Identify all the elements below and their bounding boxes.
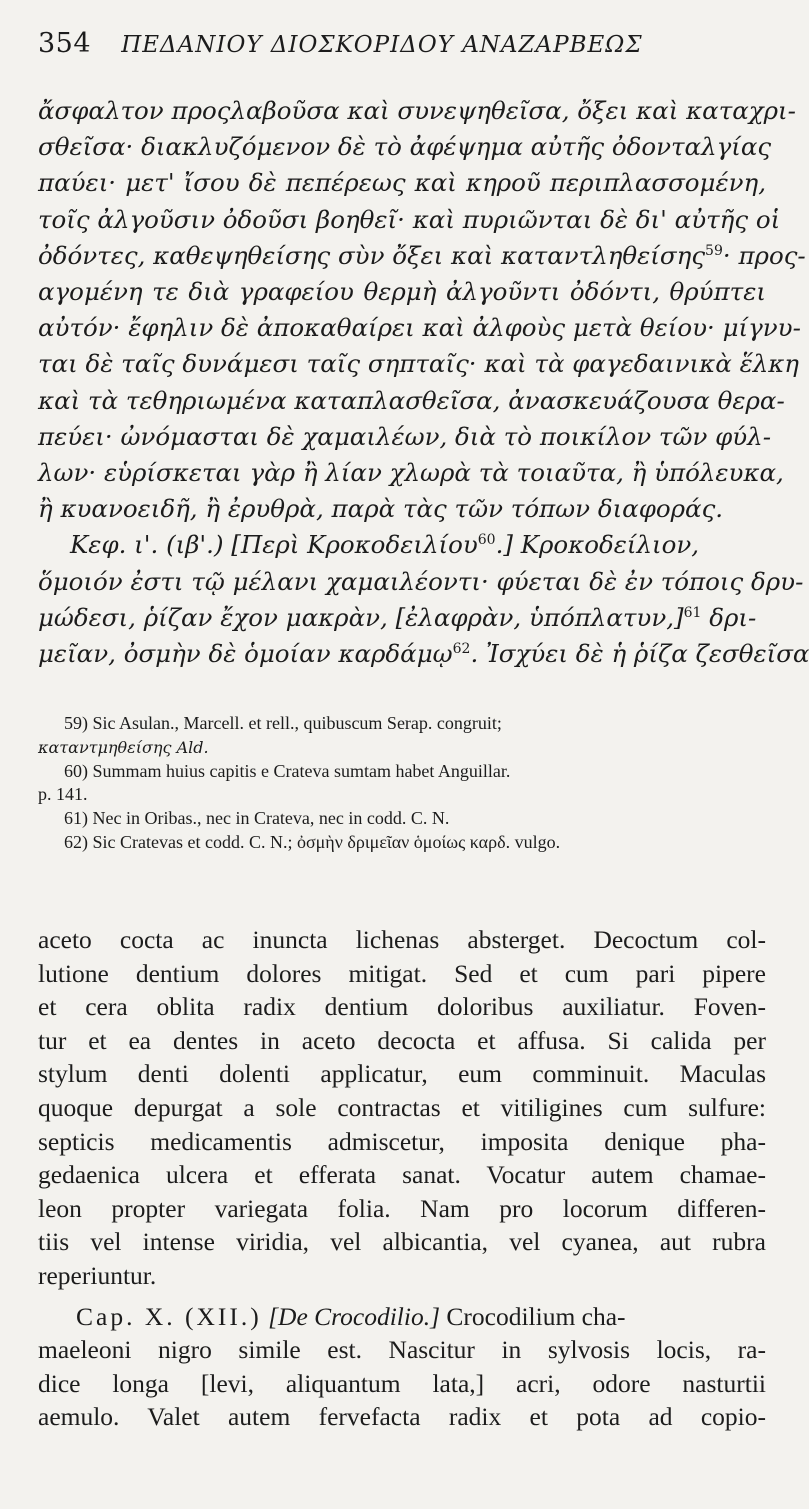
latin-line: et cera oblita radix dentium doloribus auxiliatur. Foven- xyxy=(38,992,766,1022)
greek-line-text: δρι- xyxy=(709,602,757,632)
greek-line: ἄσφαλτον προςλαβοῦσα καὶ συνεψηθεῖσα, ὄξει καὶ καταχρι- xyxy=(38,96,796,125)
greek-chapter-title: Κεφ. ι'. (ιβ'.) [Περὶ Κροκοδειλίου xyxy=(70,530,478,560)
latin-line: aemulo. Valet autem fervefacta radix et pota ad copio- xyxy=(38,1402,766,1432)
greek-line-text: .] Κροκοδείλιον, xyxy=(495,530,700,560)
greek-line xyxy=(38,238,806,274)
latin-line: septicis medicamentis admiscetur, imposita denique pha- xyxy=(38,1126,766,1156)
greek-line-text: μεῖαν, ὀσμὴν δὲ ὁμοίαν καρδάμῳ xyxy=(38,639,453,669)
greek-line-text: . Ἰσχύει δὲ ἡ ῥίζα ζεσθεῖσα xyxy=(470,639,809,669)
page-header xyxy=(38,28,778,70)
greek-line: πεύει· ὠνόμασται δὲ χαμαιλέων, διὰ τὸ ποικίλον τῶν φύλ- xyxy=(38,421,771,451)
greek-text-block xyxy=(38,93,809,672)
latin-line: gedaenica ulcera et efferata sanat. Vocatur autem chamae- xyxy=(38,1160,766,1190)
greek-line: ται δὲ ταῖς δυνάμεσι ταῖς σηπταῖς· καὶ τὰ φαγεδαινικὰ ἕλκη xyxy=(38,349,799,379)
footnotes xyxy=(38,712,766,855)
footnote-60: 60) Summam huius capitis e Crateva sumtam habet Anguillar. xyxy=(64,760,511,781)
greek-line: αγομένη τε διὰ γραφείου θερμὴ ἀλγοῦντι ὀδόντι, θρύπτει xyxy=(38,277,766,307)
latin-chapter-title: [De Crocodilio.] xyxy=(268,1301,441,1331)
footnote-60-cont: p. 141. xyxy=(38,784,88,805)
greek-line: αὐτόν· ἔφηλιν δὲ ἀποκαθαίρει καὶ ἀλφοὺς μετὰ θείου· μίγνυ- xyxy=(38,313,801,343)
greek-line: ὅμοιόν ἐστι τῷ μέλανι χαμαιλέοντι· φύεται δὲ ἐν τόποις δρυ- xyxy=(38,566,804,596)
greek-line: καὶ τὰ τεθηριωμένα καταπλασθεῖσα, ἀνασκευάζουσα θερα- xyxy=(38,385,785,415)
latin-text-block xyxy=(38,923,766,1434)
footnote-59: 59) Sic Asulan., Marcell. et rell., quibuscum Serap. congruit; xyxy=(64,713,502,733)
greek-line: παύει· μετ' ἴσου δὲ πεπέρεως καὶ κηροῦ περιπλασσομένη, xyxy=(38,168,766,198)
greek-chapter-heading xyxy=(38,527,766,563)
footnote-62: 62) Sic Cratevas et codd. C. N.; ὀσμὴν δριμεῖαν ὁμοίως καρδ. vulgo. xyxy=(64,831,561,852)
footnote-ref-62: 62 xyxy=(452,640,471,657)
latin-line: reperiuntur. xyxy=(38,1260,157,1290)
greek-line: λων· εὑρίσκεται γὰρ ἢ λίαν χλωρὰ τὰ τοιαῦτα, ἢ ὑπόλευκα, xyxy=(38,458,784,488)
page-number: 354 xyxy=(38,28,92,59)
latin-line: aceto cocta ac inuncta lichenas absterget. Decoctum col- xyxy=(38,925,766,954)
latin-line: maeleoni nigro simile est. Nascitur in sylvosis locis, ra- xyxy=(38,1335,766,1365)
latin-line-text: Crocodilium cha- xyxy=(446,1301,626,1331)
latin-line: lutione dentium dolores mitigat. Sed et cum pari pipere xyxy=(38,958,766,988)
footnote-ref-59: 59 xyxy=(705,242,723,259)
latin-line: stylum denti dolenti applicatur, eum comminuit. Maculas xyxy=(38,1059,766,1089)
greek-line-text: · προς- xyxy=(722,240,806,270)
footnote-ref-60: 60 xyxy=(477,532,496,549)
footnote-ref-61: 61 xyxy=(683,604,702,621)
latin-chapter-heading xyxy=(38,1300,766,1334)
latin-line: tur et ea dentes in aceto decocta et affusa. Si calida per xyxy=(38,1025,766,1055)
greek-line-text: ὀδόντες, καθεψηθείσης σὺν ὄξει καὶ καταντληθείσης xyxy=(38,240,706,270)
running-title: ΠΕΔΑΝΙΟΥ ΔΙΟΣΚΟΡΙΔΟΥ ΑΝΑΖΑΡΒΕΩΣ xyxy=(121,32,643,58)
greek-line: τοῖς ἀλγοῦσιν ὀδοῦσι βοηθεῖ· καὶ πυριῶνται δὲ δι' αὐτῆς οἱ xyxy=(38,204,781,234)
latin-line: dice longa [levi, aliquantum lata,] acri, odore nasturtii xyxy=(38,1368,766,1398)
greek-line-text: μώδεσι, ῥίζαν ἔχον μακρὰν, [ἐλαφρὰν, ὑπόπλατυν,] xyxy=(38,602,684,632)
footnote-59-cont: καταντμηθείσης Ald. xyxy=(38,737,209,757)
latin-line: leon propter variegata folia. Nam pro locorum differen- xyxy=(38,1193,766,1223)
greek-line xyxy=(38,636,809,672)
greek-line: σθεῖσα· διακλυζόμενον δὲ τὸ ἀφέψημα αὐτῆς ὀδονταλγίας xyxy=(38,132,772,162)
greek-line xyxy=(38,600,766,636)
footnote-61: 61) Nec in Oribas., nec in Crateva, nec in codd. C. N. xyxy=(64,808,450,829)
latin-line: tiis vel intense viridia, vel albicantia, vel cyanea, aut rubra xyxy=(38,1227,766,1257)
greek-line: ἢ κυανοειδῆ, ἢ ἐρυθρὰ, παρὰ τὰς τῶν τόπων διαφοράς. xyxy=(38,494,724,524)
latin-line: quoque depurgat a sole contractas et vitiligines cum sulfure: xyxy=(38,1092,766,1122)
latin-chapter-number: Cap. X. (XII.) xyxy=(76,1301,262,1331)
